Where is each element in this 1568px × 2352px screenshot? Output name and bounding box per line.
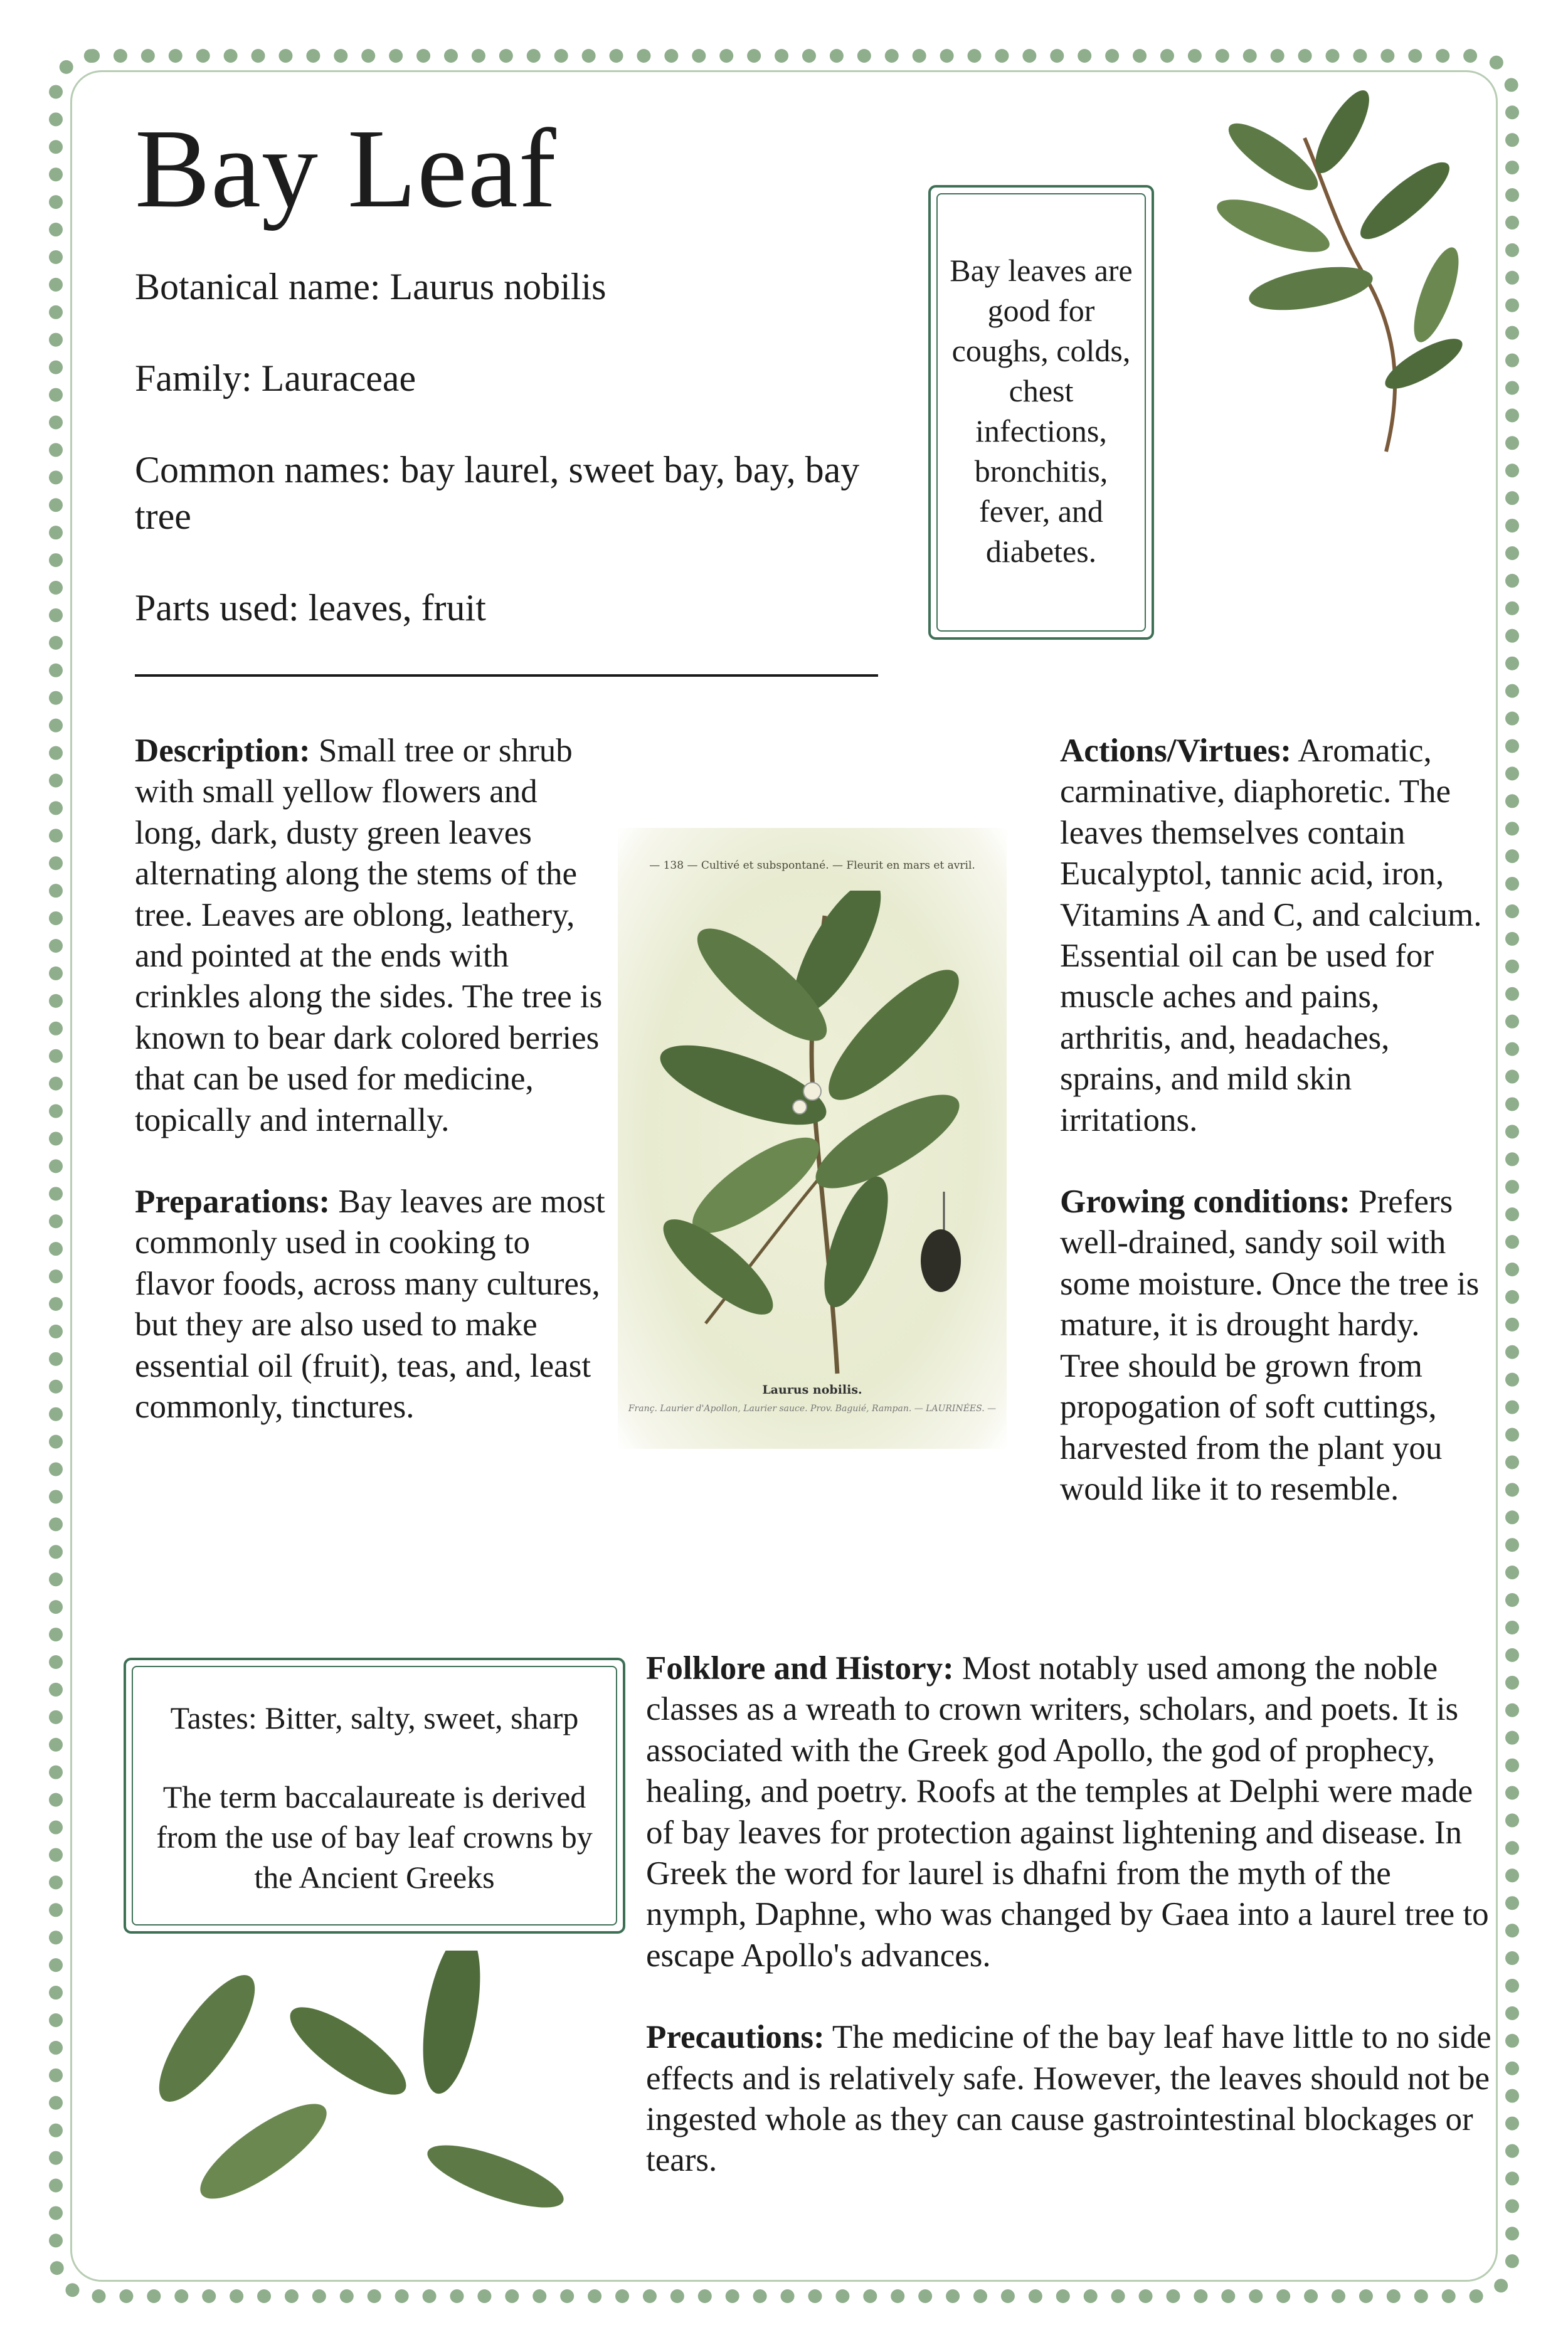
actions bbox=[1060, 731, 1486, 1141]
loose-leaves-illustration bbox=[138, 1951, 590, 2227]
description-text: Small tree or shrub with small yellow flowers and long, dark, dusty green leaves alternating along the stems of the tree. Leaves are oblong, leathery, and pointed at the ends with crinkles along the sides. The tree is known to bear dark colored berries that can be used for medicine, topically and internally. bbox=[135, 733, 603, 1138]
description-label: Description: bbox=[135, 733, 310, 769]
precautions-text: The medicine of the bay leaf have little to no side effects and is relatively safe. However, the leaves should not be ingested whole as they can cause gastrointestinal blockages or tears. bbox=[646, 2019, 1491, 2179]
preparations-label: Preparations: bbox=[135, 1184, 331, 1221]
plant-info bbox=[135, 263, 887, 631]
plate-footnote: Franç. Laurier d'Apollon, Laurier sauce. Prov. Baguié, Rampan. — LAURINÉES. — bbox=[628, 1404, 997, 1414]
page-title: Bay Leaf bbox=[135, 106, 557, 231]
actions-label: Actions/Virtues: bbox=[1060, 733, 1291, 769]
growing-text: Prefers well-drained, sandy soil with some moisture. Once the tree is mature, it is drought hardy. Tree should be grown from propogation of soft cuttings, harvested from the plant you would like it to resemble. bbox=[1060, 1184, 1480, 1507]
uses-callout bbox=[928, 185, 1154, 640]
plate-caption: Laurus nobilis. bbox=[762, 1383, 862, 1397]
folklore-text: Most notably used among the noble classes as a wreath to crown writers, scholars, and poets. It is associated with the Greek god Apollo, the god of prophecy, healing, and poetry. Roofs at the temples at Delphi were made of bay leaves for protection against lightening and disease. In Greek the word for laurel is dhafni from the myth of the nymph, Daphne, who was changed by Gaea into a laurel tree to escape Apollo's advances. bbox=[646, 1650, 1489, 1974]
growing-conditions bbox=[1060, 1182, 1486, 1510]
left-column bbox=[135, 731, 612, 1469]
tastes-text: Tastes: Bitter, salty, sweet, sharp bbox=[170, 1700, 579, 1735]
common-names: Common names: bay laurel, sweet bay, bay, bay tree bbox=[135, 449, 860, 537]
tastes-callout bbox=[124, 1658, 625, 1934]
actions-text: Aromatic, carminative, diaphoretic. The leaves themselves contain Eucalyptol, tannic acid, iron, Vitamins A and C, and calcium. Essential oil can be used for muscle aches and pains, arthritis, and, headaches, sprains, and mild skin irritations. bbox=[1060, 733, 1482, 1138]
folklore bbox=[646, 1648, 1493, 1976]
bay-sprig-illustration bbox=[1217, 82, 1480, 470]
description bbox=[135, 731, 612, 1141]
uses-callout-text: Bay leaves are good for coughs, colds, chest infections, bronchitis, fever, and diabetes. bbox=[950, 253, 1133, 569]
bottom-column bbox=[646, 1648, 1493, 2222]
precautions bbox=[646, 2017, 1493, 2181]
preparations-text: Bay leaves are most commonly used in cooking to flavor foods, across many cultures, but they are also used to make essential oil (fruit), teas, and, least commonly, tinctures. bbox=[135, 1184, 605, 1426]
divider bbox=[135, 674, 878, 677]
precautions-label: Precautions: bbox=[646, 2019, 825, 2056]
botanical-name: Botanical name: Laurus nobilis bbox=[135, 266, 607, 307]
preparations bbox=[135, 1182, 612, 1428]
folklore-label: Folklore and History: bbox=[646, 1650, 954, 1687]
family: Family: Lauraceae bbox=[135, 358, 416, 399]
growing-label: Growing conditions: bbox=[1060, 1184, 1350, 1221]
parts-used: Parts used: leaves, fruit bbox=[135, 587, 486, 628]
laurel-plate-illustration bbox=[649, 891, 975, 1380]
botanical-plate bbox=[618, 828, 1007, 1449]
plate-header: — 138 — Cultivé et subspontané. — Fleurit en mars et avril. bbox=[649, 859, 975, 872]
right-column bbox=[1060, 731, 1486, 1550]
baccalaureate-text: The term baccalaureate is derived from the use of bay leaf crowns by the Ancient Greeks bbox=[156, 1779, 593, 1895]
